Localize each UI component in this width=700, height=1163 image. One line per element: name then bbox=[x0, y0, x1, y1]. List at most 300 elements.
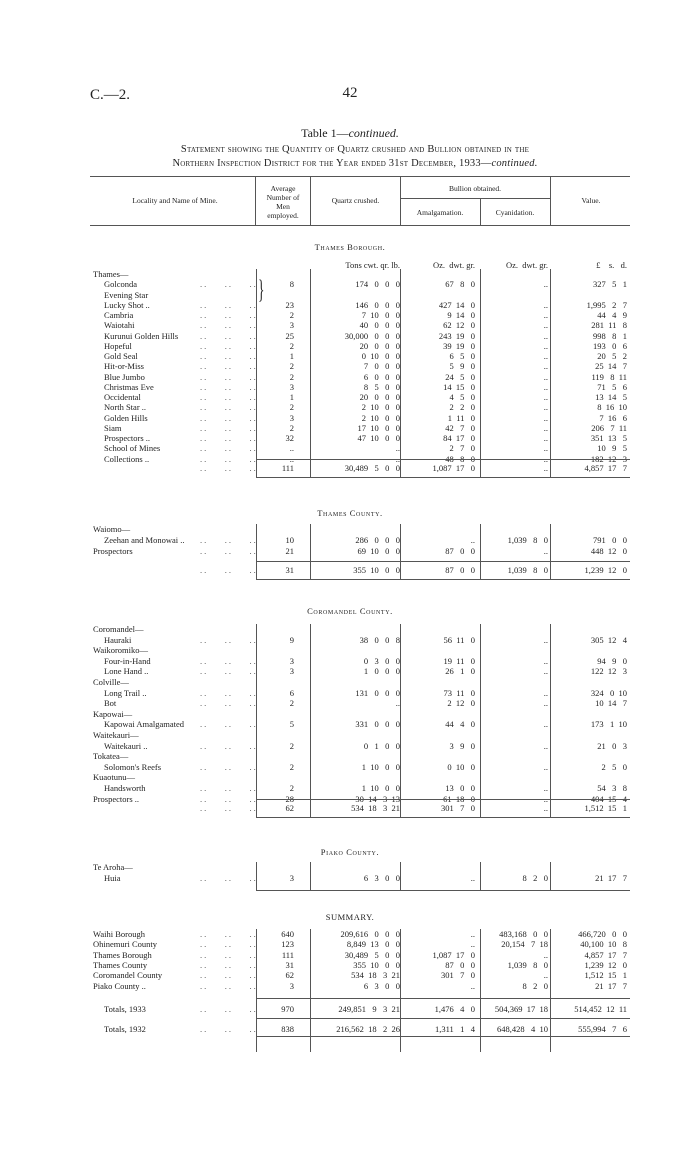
amalgamation-cell: 14 15 0 bbox=[443, 381, 475, 392]
table-row bbox=[0, 873, 700, 884]
cyanidation-cell: .. bbox=[543, 381, 548, 392]
leader-dots: .. .. .. bbox=[200, 392, 258, 402]
leader-dots: .. .. .. bbox=[200, 371, 258, 382]
table-row bbox=[0, 709, 700, 720]
statement-title bbox=[60, 143, 650, 171]
men-cell: 3 bbox=[289, 320, 294, 331]
locality-cell: Siam bbox=[104, 422, 122, 433]
leader-dots: .. .. .. bbox=[200, 970, 258, 981]
leader-dots: .. .. .. bbox=[200, 535, 258, 545]
amalgamation-cell: 19 11 0 bbox=[443, 655, 475, 666]
value-cell: 193 0 6 bbox=[593, 340, 627, 351]
column-divider bbox=[550, 269, 551, 477]
value-cell: 1,512 15 1 bbox=[584, 970, 627, 981]
leader-dots: .. .. .. bbox=[200, 279, 258, 290]
leader-dots: .. .. .. bbox=[200, 634, 258, 645]
amalgamation-cell: 1,476 4 0 bbox=[434, 1004, 475, 1014]
value-cell: 13 14 5 bbox=[595, 392, 627, 402]
leader-dots: .. .. .. bbox=[200, 698, 258, 709]
value-cell: 7 16 6 bbox=[599, 412, 627, 423]
table-row bbox=[0, 741, 700, 752]
amalgamation-cell: 4 5 0 bbox=[449, 392, 475, 402]
men-cell: 1 bbox=[289, 351, 294, 361]
men-cell: 32 bbox=[285, 433, 294, 443]
leader-dots: .. .. .. bbox=[200, 687, 258, 698]
cyanidation-cell: .. bbox=[543, 463, 548, 473]
leader-dots: .. .. .. bbox=[200, 546, 258, 556]
quartz-cell: 209,616 0 0 0 bbox=[340, 929, 400, 939]
men-cell: .. bbox=[289, 453, 294, 464]
leader-dots: .. .. .. bbox=[200, 402, 258, 413]
total-rule bbox=[256, 1036, 630, 1037]
locality-cell: Prospectors .. bbox=[93, 793, 140, 804]
quartz-cell: 1 0 0 0 bbox=[363, 666, 400, 677]
section-total-row bbox=[0, 803, 700, 814]
amalgamation-cell: 1,311 1 4 bbox=[434, 1024, 475, 1034]
men-cell: 111 bbox=[281, 949, 294, 960]
amalgamation-cell: 26 1 0 bbox=[445, 666, 475, 677]
leader-dots: .. .. .. bbox=[200, 433, 258, 443]
leader-dots: .. .. .. bbox=[200, 412, 258, 423]
locality-cell: Thames— bbox=[93, 269, 129, 279]
locality-cell: Coromandel— bbox=[93, 624, 144, 634]
amalgamation-cell: 24 5 0 bbox=[445, 371, 475, 382]
cyanidation-cell: .. bbox=[543, 740, 548, 751]
cyanidation-units: Oz. dwt. gr. bbox=[505, 260, 548, 270]
locality-cell: Blue Jumbo bbox=[104, 371, 145, 382]
cyanidation-cell: .. bbox=[543, 783, 548, 793]
header-rule-bottom bbox=[90, 225, 630, 226]
value-cell: 10 9 5 bbox=[597, 443, 627, 454]
value-cell: 8 16 10 bbox=[597, 402, 627, 413]
amalgamation-cell: .. bbox=[470, 873, 475, 883]
value-cell: 94 9 0 bbox=[597, 655, 627, 666]
total-rule bbox=[256, 817, 630, 818]
quartz-cell: 534 18 3 21 bbox=[351, 970, 400, 981]
summary-total-row bbox=[0, 1004, 700, 1015]
locality-cell: Coromandel County bbox=[93, 970, 163, 981]
men-cell: 23 bbox=[285, 299, 294, 310]
amalgamation-cell: 2 12 0 bbox=[447, 698, 475, 709]
men-cell: 3 bbox=[289, 381, 294, 392]
value-cell: 21 17 7 bbox=[595, 980, 627, 991]
table-row bbox=[0, 677, 700, 688]
leader-dots: .. .. .. bbox=[200, 351, 258, 361]
leader-dots: .. .. .. bbox=[200, 783, 258, 793]
table-row bbox=[0, 698, 700, 709]
leader-dots: .. .. .. bbox=[200, 740, 258, 751]
men-cell: 2 bbox=[289, 761, 294, 772]
value-cell: 44 4 9 bbox=[597, 310, 627, 320]
column-divider bbox=[256, 862, 257, 890]
title-line-2-main: Northern Inspection District for the Year ended 31st December, 1933— bbox=[172, 158, 492, 169]
bullion-rule bbox=[400, 198, 550, 199]
amalgamation-cell: 67 8 0 bbox=[445, 279, 475, 290]
leader-dots: .. .. .. bbox=[200, 873, 258, 883]
leader-dots: .. .. .. bbox=[200, 959, 258, 970]
locality-cell: North Star .. bbox=[104, 402, 147, 413]
quartz-cell: 355 10 0 0 bbox=[353, 565, 400, 575]
table-row bbox=[0, 719, 700, 730]
col-men-line: Average bbox=[270, 184, 296, 193]
locality-cell: Gold Seal bbox=[104, 351, 138, 361]
value-cell: 466,720 0 0 bbox=[578, 929, 627, 939]
men-cell: 2 bbox=[289, 698, 294, 709]
cyanidation-cell: .. bbox=[543, 402, 548, 413]
total-rule bbox=[256, 477, 630, 478]
amalgamation-cell: .. bbox=[470, 929, 475, 939]
quartz-cell: 30 14 3 13 bbox=[355, 793, 400, 804]
table-caption bbox=[0, 126, 700, 141]
summary-row bbox=[0, 981, 700, 992]
section-total-row bbox=[0, 565, 700, 576]
cyanidation-cell: .. bbox=[543, 761, 548, 772]
locality-cell: Four-in-Hand bbox=[104, 655, 151, 666]
amalgamation-cell: 301 7 0 bbox=[441, 970, 475, 981]
men-cell: 25 bbox=[285, 330, 294, 341]
total-rule bbox=[256, 1018, 630, 1019]
value-cell: 173 1 10 bbox=[590, 719, 627, 730]
men-cell: 2 bbox=[289, 402, 294, 413]
cyanidation-cell: .. bbox=[543, 970, 548, 981]
locality-cell: Golconda bbox=[104, 279, 138, 290]
quartz-units: Tons cwt. qr. lb. bbox=[345, 260, 400, 270]
column-divider bbox=[550, 624, 551, 817]
locality-cell: Christmas Eve bbox=[104, 381, 154, 392]
locality-cell: Kapowai— bbox=[93, 708, 133, 719]
men-cell: 838 bbox=[281, 1024, 294, 1034]
total-rule bbox=[256, 998, 630, 999]
amalgamation-units: Oz. dwt. gr. bbox=[432, 260, 475, 270]
value-cell: 514,452 12 11 bbox=[574, 1004, 627, 1014]
locality-cell: Tokatea— bbox=[93, 751, 129, 762]
quartz-cell: 47 10 0 0 bbox=[357, 433, 400, 443]
quartz-cell: 8 5 0 0 bbox=[363, 381, 400, 392]
men-cell: 2 bbox=[289, 740, 294, 751]
quartz-cell: 30,000 0 0 0 bbox=[344, 330, 400, 341]
quartz-cell: 534 18 3 21 bbox=[351, 803, 400, 813]
locality-cell: Waiotahi bbox=[104, 320, 135, 331]
cyanidation-cell: .. bbox=[543, 949, 548, 960]
men-cell: 3 bbox=[289, 655, 294, 666]
table-row bbox=[0, 546, 700, 557]
amalgamation-cell: 87 0 0 bbox=[445, 959, 475, 970]
quartz-cell: 38 0 0 8 bbox=[359, 634, 400, 645]
leader-dots: .. .. .. bbox=[200, 422, 258, 433]
cyanidation-cell: .. bbox=[543, 351, 548, 361]
amalgamation-cell: 42 7 0 bbox=[445, 422, 475, 433]
locality-cell: Long Trail .. bbox=[104, 687, 147, 698]
leader-dots: .. .. .. bbox=[200, 340, 258, 351]
amalgamation-cell: 2 2 0 bbox=[449, 402, 475, 413]
column-divider bbox=[310, 862, 311, 890]
column-divider bbox=[310, 269, 311, 477]
leader-dots: .. .. .. bbox=[200, 655, 258, 666]
table-row bbox=[0, 656, 700, 667]
value-cell: 4,857 17 7 bbox=[584, 463, 627, 473]
cyanidation-cell: 1,039 8 0 bbox=[507, 565, 548, 575]
table-row bbox=[0, 666, 700, 677]
document-reference: C.—2. bbox=[90, 87, 131, 103]
quartz-cell: 286 0 0 0 bbox=[355, 535, 400, 545]
quartz-cell: 0 3 0 0 bbox=[363, 655, 400, 666]
cyanidation-cell: .. bbox=[543, 279, 548, 290]
amalgamation-cell: 87 0 0 bbox=[445, 565, 475, 575]
table-row bbox=[0, 862, 700, 873]
value-cell: 1,239 12 0 bbox=[584, 959, 627, 970]
col-amalgamation: Amalgamation. bbox=[416, 208, 464, 217]
amalgamation-cell: 1 11 0 bbox=[447, 412, 475, 423]
value-cell: 2 5 0 bbox=[601, 761, 627, 772]
column-divider bbox=[400, 862, 401, 890]
locality-cell: Waihi Borough bbox=[93, 929, 145, 939]
value-cell: 25 14 7 bbox=[595, 361, 627, 372]
cyanidation-cell: .. bbox=[543, 698, 548, 709]
leader-dots: .. .. .. bbox=[200, 1004, 258, 1014]
table-caption-italic: continued. bbox=[348, 126, 399, 140]
amalgamation-cell: 44 4 0 bbox=[445, 719, 475, 730]
locality-cell: Totals, 1933 bbox=[104, 1004, 146, 1014]
cyanidation-cell: .. bbox=[543, 340, 548, 351]
men-cell: 10 bbox=[285, 535, 294, 545]
total-rule bbox=[256, 799, 630, 800]
leader-dots: .. .. .. bbox=[200, 929, 258, 939]
quartz-cell: 2 10 0 0 bbox=[361, 412, 400, 423]
amalgamation-cell: 73 11 0 bbox=[443, 687, 475, 698]
brace-bracket: } bbox=[258, 275, 265, 304]
quartz-cell: 69 10 0 0 bbox=[357, 546, 400, 556]
men-cell: 111 bbox=[281, 463, 294, 473]
value-cell: 324 0 10 bbox=[590, 687, 627, 698]
cyanidation-cell: .. bbox=[543, 546, 548, 556]
leader-dots: .. .. .. bbox=[200, 761, 258, 772]
total-rule bbox=[256, 579, 630, 580]
locality-cell: Occidental bbox=[104, 392, 141, 402]
value-cell: 122 12 3 bbox=[590, 666, 627, 677]
leader-dots: .. .. .. bbox=[200, 330, 258, 341]
locality-cell: Piako County .. bbox=[93, 980, 146, 991]
value-cell: 998 8 1 bbox=[593, 330, 627, 341]
amalgamation-cell: 6 5 0 bbox=[449, 351, 475, 361]
section-title: Thames Borough. bbox=[314, 242, 386, 252]
summary-total-row bbox=[0, 1024, 700, 1035]
total-rule bbox=[256, 561, 630, 562]
col-locality: Locality and Name of Mine. bbox=[132, 196, 218, 205]
quartz-cell: 6 3 0 0 bbox=[363, 873, 400, 883]
locality-cell: Hit-or-Miss bbox=[104, 361, 144, 372]
value-cell: 4,857 17 7 bbox=[584, 949, 627, 960]
quartz-cell: 0 10 0 0 bbox=[361, 351, 400, 361]
value-cell: 10 14 7 bbox=[595, 698, 627, 709]
quartz-cell: 2 10 0 0 bbox=[361, 402, 400, 413]
cyanidation-cell: .. bbox=[543, 453, 548, 464]
locality-cell: Zeehan and Monowai .. bbox=[104, 535, 185, 545]
locality-cell: School of Mines bbox=[104, 443, 161, 454]
amalgamation-cell: 39 19 0 bbox=[443, 340, 475, 351]
leader-dots: .. .. .. bbox=[200, 980, 258, 991]
column-divider bbox=[310, 624, 311, 817]
cyanidation-cell: .. bbox=[543, 443, 548, 454]
quartz-cell: 20 0 0 0 bbox=[359, 340, 400, 351]
men-cell: 2 bbox=[289, 371, 294, 382]
value-cell: 21 17 7 bbox=[595, 873, 627, 883]
locality-cell: Lucky Shot .. bbox=[104, 299, 150, 310]
value-cell: 40,100 10 8 bbox=[580, 939, 627, 950]
quartz-cell: 30,489 5 0 0 bbox=[344, 463, 400, 473]
column-divider bbox=[256, 624, 257, 817]
locality-cell: Bot bbox=[104, 698, 117, 709]
cyanidation-cell: .. bbox=[543, 655, 548, 666]
value-cell: 555,994 7 6 bbox=[578, 1024, 627, 1034]
men-cell: 2 bbox=[289, 361, 294, 372]
men-cell: 123 bbox=[281, 939, 294, 950]
amalgamation-cell: 5 9 0 bbox=[449, 361, 475, 372]
men-cell: 6 bbox=[289, 687, 294, 698]
locality-cell: Totals, 1932 bbox=[104, 1024, 146, 1034]
amalgamation-cell: 62 12 0 bbox=[443, 320, 475, 331]
leader-dots: .. .. .. bbox=[200, 719, 258, 730]
amalgamation-cell: 9 14 0 bbox=[447, 310, 475, 320]
quartz-cell: 7 0 0 0 bbox=[363, 361, 400, 372]
cyanidation-cell: 648,428 4 10 bbox=[497, 1024, 548, 1034]
amalgamation-cell: 48 8 0 bbox=[445, 453, 475, 464]
header-rule-top bbox=[90, 176, 630, 177]
men-cell: 640 bbox=[281, 929, 294, 939]
value-cell: 327 5 1 bbox=[593, 279, 627, 290]
leader-dots: .. .. .. bbox=[200, 803, 258, 813]
cyanidation-cell: .. bbox=[543, 793, 548, 804]
locality-cell: Lone Hand .. bbox=[104, 666, 149, 677]
col-quartz: Quartz crushed. bbox=[331, 196, 380, 205]
locality-cell: Thames Borough bbox=[93, 949, 152, 960]
men-cell: 5 bbox=[289, 719, 294, 730]
men-cell: 21 bbox=[285, 546, 294, 556]
amalgamation-cell: .. bbox=[470, 535, 475, 545]
leader-dots: .. .. .. bbox=[200, 1024, 258, 1034]
locality-cell: Solomon's Reefs bbox=[104, 761, 162, 772]
quartz-cell: 30,489 5 0 0 bbox=[344, 949, 400, 960]
quartz-cell: 331 0 0 0 bbox=[355, 719, 400, 730]
value-units: £ s. d. bbox=[596, 260, 627, 270]
value-cell: 791 0 0 bbox=[593, 535, 627, 545]
locality-cell: Hopeful bbox=[104, 340, 132, 351]
table-row bbox=[0, 645, 700, 656]
locality-cell: Evening Star bbox=[104, 289, 149, 300]
locality-cell: Te Aroha— bbox=[93, 862, 133, 872]
section-total-row bbox=[0, 463, 700, 474]
locality-cell: Hauraki bbox=[104, 634, 132, 645]
col-bullion: Bullion obtained. bbox=[448, 184, 502, 193]
table-row bbox=[0, 772, 700, 783]
section-title: Thames County. bbox=[317, 508, 383, 518]
amalgamation-cell: 301 7 0 bbox=[441, 803, 475, 813]
quartz-cell: 1 10 0 0 bbox=[361, 761, 400, 772]
amalgamation-cell: 0 10 0 bbox=[447, 761, 475, 772]
column-divider bbox=[400, 269, 401, 477]
column-divider bbox=[256, 269, 257, 477]
locality-cell: Collections .. bbox=[104, 453, 150, 464]
quartz-cell: 6 3 0 0 bbox=[363, 980, 400, 991]
locality-cell: Kuaotunu— bbox=[93, 772, 136, 783]
quartz-cell: .. bbox=[395, 453, 400, 464]
leader-dots: .. .. .. bbox=[200, 565, 258, 575]
men-cell: 970 bbox=[281, 1004, 294, 1014]
cyanidation-cell: .. bbox=[543, 392, 548, 402]
amalgamation-cell: 56 11 0 bbox=[443, 634, 475, 645]
column-divider bbox=[480, 862, 481, 890]
quartz-cell: 17 10 0 0 bbox=[357, 422, 400, 433]
page-number: 42 bbox=[342, 85, 358, 101]
leader-dots: .. .. .. bbox=[200, 453, 258, 464]
men-cell: 1 bbox=[289, 392, 294, 402]
col-cyanidation: Cyanidation. bbox=[495, 208, 535, 217]
quartz-cell: 8,849 13 0 0 bbox=[346, 939, 400, 950]
section-title: Coromandel County. bbox=[307, 606, 393, 616]
column-divider bbox=[400, 624, 401, 817]
amalgamation-cell: 84 17 0 bbox=[443, 433, 475, 443]
locality-cell: Cambria bbox=[104, 310, 134, 320]
col-men bbox=[256, 184, 310, 220]
cyanidation-cell: .. bbox=[543, 422, 548, 433]
table-row bbox=[0, 524, 700, 535]
value-cell: 54 3 8 bbox=[597, 783, 627, 793]
men-cell: 62 bbox=[285, 970, 294, 981]
value-cell: 281 11 8 bbox=[591, 320, 627, 331]
value-cell: 404 15 4 bbox=[590, 793, 627, 804]
section-title: Piako County. bbox=[320, 847, 380, 857]
locality-cell: Waikoromiko— bbox=[93, 645, 149, 656]
leader-dots: .. .. .. bbox=[200, 299, 258, 310]
amalgamation-cell: 1,087 17 0 bbox=[432, 949, 475, 960]
amalgamation-cell: 243 19 0 bbox=[438, 330, 475, 341]
leader-dots: .. .. .. bbox=[200, 949, 258, 960]
leader-dots: .. .. .. bbox=[200, 939, 258, 950]
quartz-cell: 174 0 0 0 bbox=[355, 279, 400, 290]
cyanidation-cell: 1,039 8 0 bbox=[507, 959, 548, 970]
cyanidation-cell: .. bbox=[543, 433, 548, 443]
cyanidation-cell: .. bbox=[543, 371, 548, 382]
col-value: Value. bbox=[581, 196, 601, 205]
men-cell: 3 bbox=[289, 412, 294, 423]
cyanidation-cell: .. bbox=[543, 687, 548, 698]
column-divider bbox=[480, 624, 481, 817]
locality-cell: Colville— bbox=[93, 677, 129, 687]
value-cell: 21 0 3 bbox=[597, 740, 627, 751]
men-cell: 3 bbox=[289, 980, 294, 991]
cyanidation-cell: .. bbox=[543, 666, 548, 677]
value-cell: 1,239 12 0 bbox=[584, 565, 627, 575]
locality-cell: Golden Hills bbox=[104, 412, 148, 423]
value-cell: 119 8 11 bbox=[591, 371, 627, 382]
total-rule bbox=[256, 459, 630, 460]
leader-dots: .. .. .. bbox=[200, 320, 258, 331]
value-cell: 20 5 2 bbox=[597, 351, 627, 361]
men-cell: 2 bbox=[289, 310, 294, 320]
column-divider bbox=[550, 862, 551, 890]
quartz-cell: 249,851 9 3 21 bbox=[338, 1004, 400, 1014]
cyanidation-cell: .. bbox=[543, 320, 548, 331]
cyanidation-cell: .. bbox=[543, 719, 548, 730]
locality-cell: Prospectors .. bbox=[104, 433, 151, 443]
cyanidation-cell: 1,039 8 0 bbox=[507, 535, 548, 545]
cyanidation-cell: .. bbox=[543, 299, 548, 310]
leader-dots: .. .. .. bbox=[200, 310, 258, 320]
cyanidation-cell: .. bbox=[543, 412, 548, 423]
value-cell: 206 7 11 bbox=[591, 422, 627, 433]
title-line-2-italic: continued. bbox=[491, 158, 538, 169]
table-row bbox=[0, 624, 700, 635]
men-cell: 3 bbox=[289, 666, 294, 677]
